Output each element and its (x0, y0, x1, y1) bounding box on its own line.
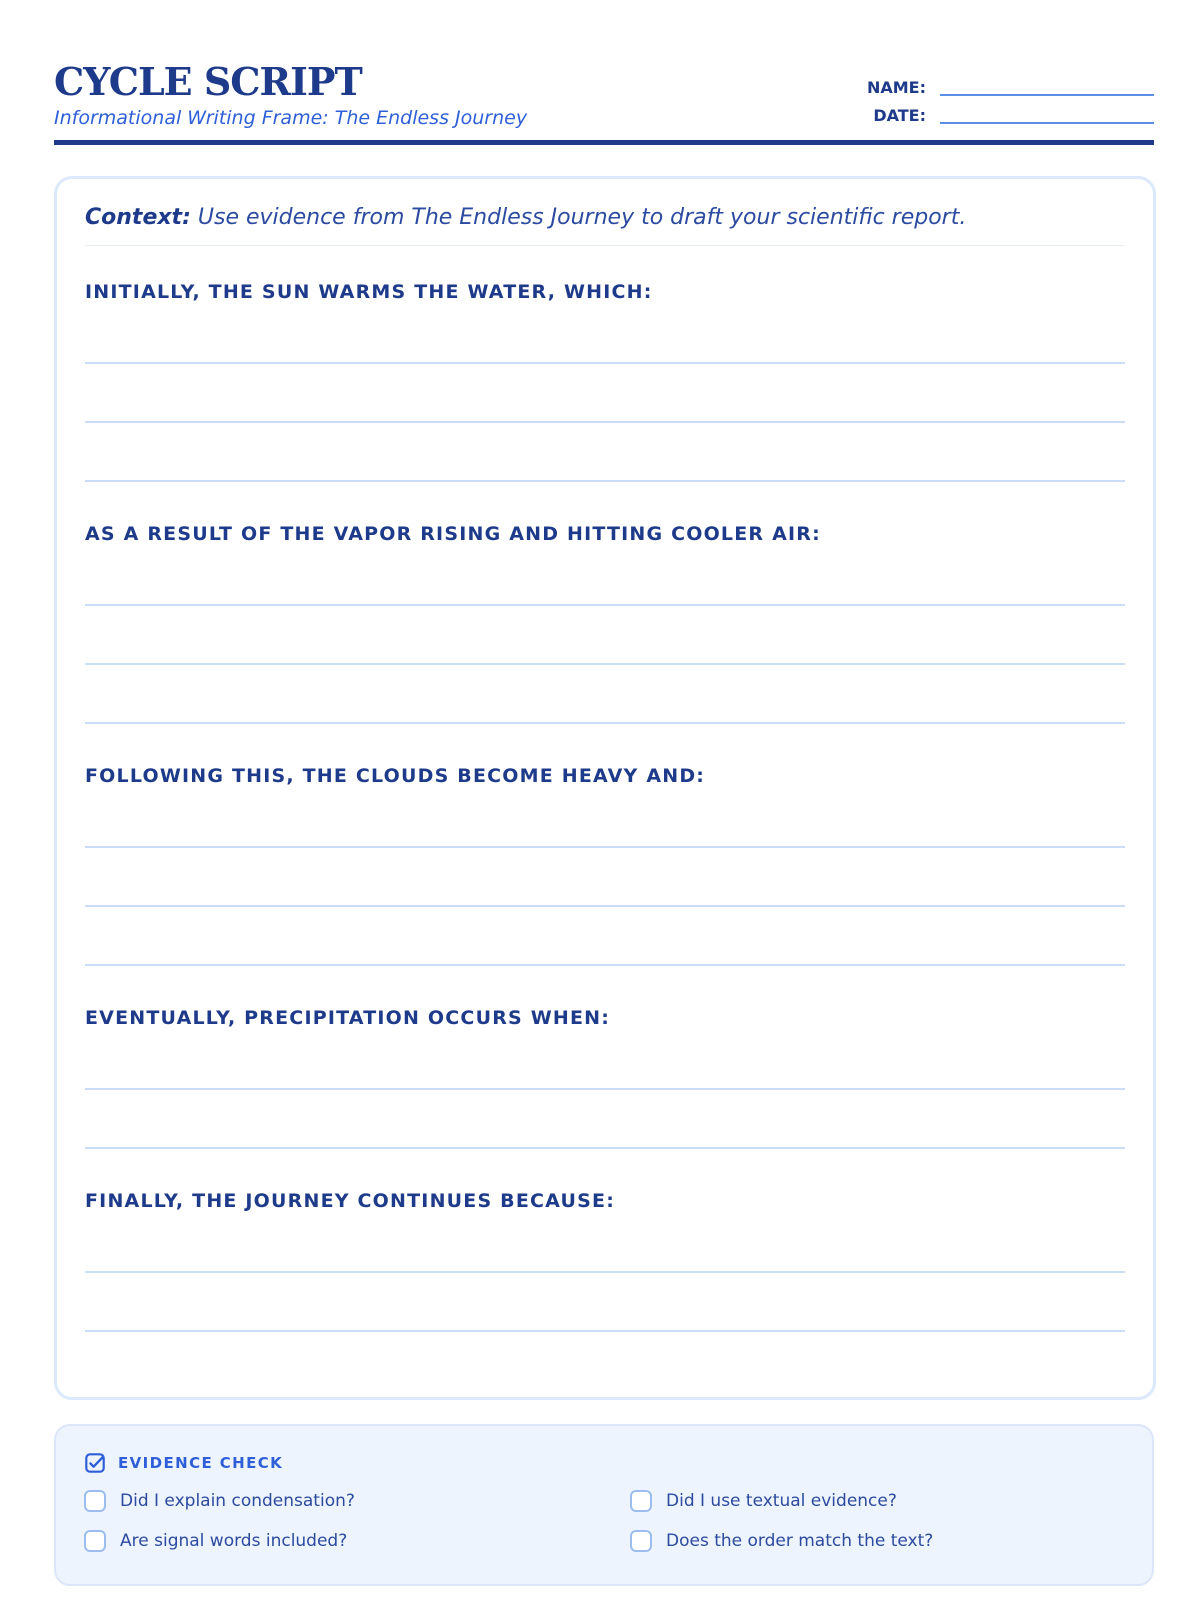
checkbox[interactable] (84, 1490, 106, 1512)
writing-line[interactable] (85, 1088, 1125, 1090)
name-input-line[interactable] (940, 94, 1154, 96)
check-label: Are signal words included? (120, 1531, 348, 1551)
check-label: Does the order match the text? (666, 1531, 934, 1551)
date-input-line[interactable] (940, 122, 1154, 124)
check-item-order-match[interactable] (630, 1530, 933, 1552)
check-label: Did I explain condensation? (120, 1491, 355, 1511)
checkbox-checked-icon (84, 1452, 106, 1474)
writing-line[interactable] (85, 905, 1125, 907)
check-item-textual-evidence[interactable] (630, 1490, 897, 1512)
writing-line[interactable] (85, 1330, 1125, 1332)
date-field[interactable] (840, 102, 1154, 126)
section-title-initially: INITIALLY, THE SUN WARMS THE WATER, WHICH: (85, 281, 653, 303)
writing-line[interactable] (85, 722, 1125, 724)
section-title-following: FOLLOWING THIS, THE CLOUDS BECOME HEAVY AND: (85, 765, 706, 787)
checkbox[interactable] (630, 1530, 652, 1552)
context-label: Context: (85, 205, 191, 230)
header-divider (54, 140, 1154, 145)
evidence-check-header (84, 1452, 283, 1474)
name-field[interactable] (840, 74, 1154, 98)
check-item-signal-words[interactable] (84, 1530, 347, 1552)
name-label: NAME: (866, 78, 926, 97)
writing-line[interactable] (85, 421, 1125, 423)
check-label: Did I use textual evidence? (666, 1491, 897, 1511)
context-text: Use evidence from The Endless Journey to draft your scientific report. (197, 205, 967, 230)
evidence-check-title: EVIDENCE CHECK (118, 1454, 284, 1472)
checkbox[interactable] (84, 1530, 106, 1552)
date-label: DATE: (873, 106, 926, 125)
writing-line[interactable] (85, 1271, 1125, 1273)
check-item-condensation[interactable] (84, 1490, 355, 1512)
writing-line[interactable] (85, 964, 1125, 966)
writing-line[interactable] (85, 846, 1125, 848)
checkbox[interactable] (630, 1490, 652, 1512)
section-title-eventually: EVENTUALLY, PRECIPITATION OCCURS WHEN: (85, 1007, 611, 1029)
page-title: CYCLE SCRIPT (54, 59, 362, 104)
writing-line[interactable] (85, 1147, 1125, 1149)
writing-frame-card (54, 176, 1156, 1400)
page-subtitle: Informational Writing Frame: The Endless Journey (54, 107, 528, 129)
writing-line[interactable] (85, 604, 1125, 606)
writing-line[interactable] (85, 480, 1125, 482)
context-statement (85, 203, 1125, 233)
writing-line[interactable] (85, 362, 1125, 364)
worksheet-header (54, 58, 1154, 148)
section-title-as-a-result: AS A RESULT OF THE VAPOR RISING AND HITTING COOLER AIR: (85, 523, 821, 545)
section-title-finally: FINALLY, THE JOURNEY CONTINUES BECAUSE: (85, 1190, 615, 1212)
context-divider (85, 245, 1125, 246)
writing-line[interactable] (85, 663, 1125, 665)
evidence-check-panel (54, 1424, 1154, 1586)
